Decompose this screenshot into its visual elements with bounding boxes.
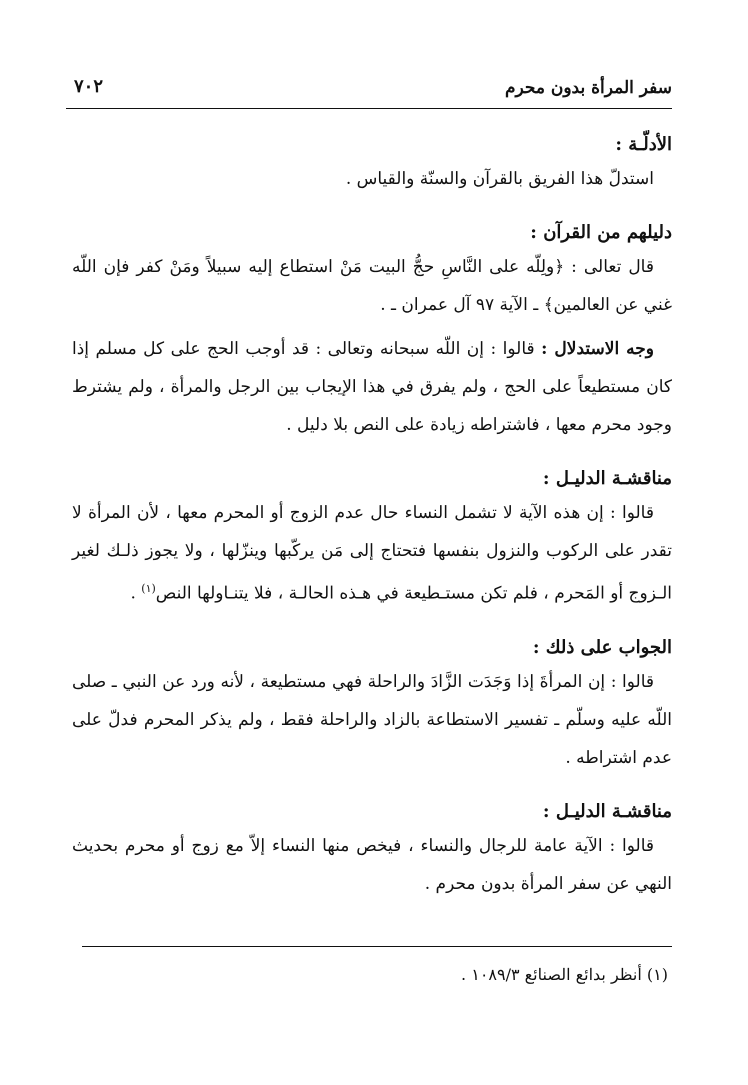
running-title: سفر المرأة بدون محرم — [504, 78, 672, 98]
inference-paragraph — [72, 330, 672, 444]
quran-heading: دليلهم من القرآن : — [530, 222, 672, 243]
discussion1-text: قالوا : إن هذه الآية لا تشمل النساء حال عدم الزوج أو المحرم معها ، لأن المرأة لا تقدر على الركوب والنزول بنفسها فتحتاج إلى مَن يركّبها وينزّلها ، ولا يجوز ذلـك لغير الـزوج أو المَحرم ، فلم تكن مستـطيعة في هـذه الحالـة ، فلا يتنـاولها النص — [72, 503, 672, 604]
footnote-reference[interactable]: (١) — [141, 582, 156, 595]
footnote: (١) أنظر بدائع الصنائع ١٠٨٩/٣ . — [461, 965, 668, 984]
discussion1-heading: مناقشـة الدليـل : — [542, 468, 672, 489]
discussion1-paragraph — [72, 494, 672, 613]
footnote-divider — [82, 946, 672, 947]
evidence-heading: الأدلّـة : — [615, 134, 672, 155]
inference-lead: وجه الاستدلال : — [541, 339, 655, 359]
discussion1-end: . — [130, 583, 142, 604]
page-number: ٧٠٢ — [74, 76, 104, 97]
evidence-intro: استدلّ هذا الفريق بالقرآن والسنّة والقياس . — [345, 169, 654, 189]
page-header — [66, 76, 672, 109]
inference-text: قالوا : إن اللّه سبحانه وتعالى : قد أوجب الحج على كل مسلم إذا كان مستطيعاً على الحج ، ولم يفرق في هذا الإيجاب بين الرجل والمرأة ، ولم يشترط وجود محرم معها ، فاشتراطه زيادة على النص بلا دليل . — [72, 339, 672, 435]
answer-text: قالوا : إن المرأةَ إذا وَجَدَت الزَّادَ والراحلة فهي مستطيعة ، لأنه ورد عن النبي ـ صلى اللّه عليه وسلّم ـ تفسير الاستطاعة بالزاد والراحلة فقط ، ولم يذكر المحرم فدلّ على عدم اشتراطه . — [72, 671, 672, 768]
discussion2-heading: مناقشـة الدليـل : — [542, 800, 672, 822]
answer-heading: الجواب على ذلك : — [532, 636, 672, 658]
page-body — [72, 130, 672, 903]
discussion2-text: قالوا : الآية عامة للرجال والنساء ، فيخص منها النساء إلاّ مع زوج أو محرم بحديث النهي عن سفر المرأة بدون محرم . — [72, 835, 672, 894]
quran-text: قال تعالى : ﴿ولِلّه على النَّاسِ حجُّ البيت مَنْ استطاع إليه سبيلاً ومَنْ كفر فإن اللّه غني عن العالمين﴾ ـ الآية ٩٧ آل عمران ـ . — [72, 257, 672, 315]
